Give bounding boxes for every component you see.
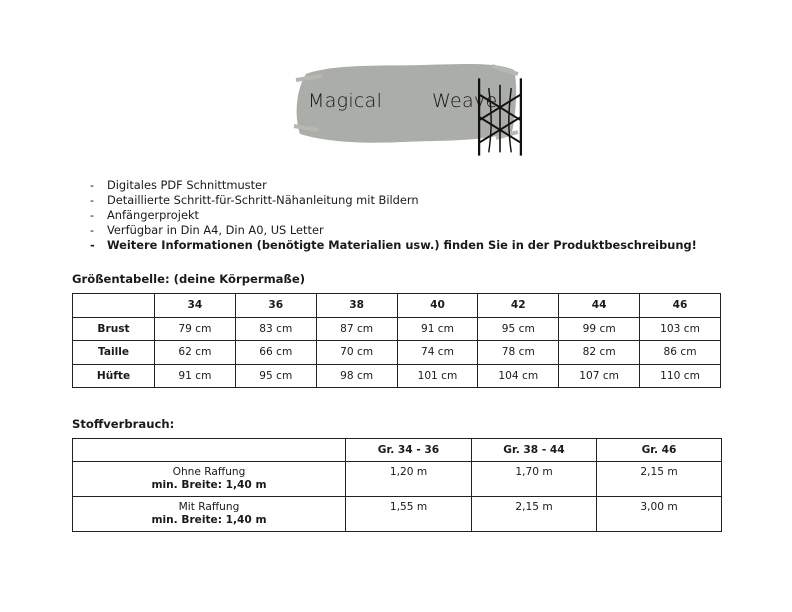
row-sublabel: min. Breite: 1,40 m — [151, 479, 267, 491]
table-header-cell: 46 — [640, 294, 721, 318]
feature-item: - Verfügbar in Din A4, Din A0, US Letter — [90, 223, 697, 238]
table-cell: 2,15 m — [472, 497, 597, 532]
table-cell: 82 cm — [559, 341, 640, 365]
table-cell: 95 cm — [478, 317, 559, 341]
table-cell: 91 cm — [397, 317, 478, 341]
table-cell: 95 cm — [235, 364, 316, 388]
table-header-cell — [73, 439, 346, 462]
woven-mark-icon — [386, 72, 614, 162]
table-cell: 101 cm — [397, 364, 478, 388]
table-row — [73, 364, 721, 388]
table-cell: 79 cm — [155, 317, 236, 341]
table-cell: 66 cm — [235, 341, 316, 365]
table-cell: 2,15 m — [597, 462, 722, 497]
row-label: Taille — [73, 341, 155, 365]
table-header-row — [73, 439, 722, 462]
table-cell: 98 cm — [316, 364, 397, 388]
row-label-cell — [73, 462, 346, 497]
table-cell: 86 cm — [640, 341, 721, 365]
table-cell: 87 cm — [316, 317, 397, 341]
feature-list — [90, 178, 697, 253]
table-cell: 103 cm — [640, 317, 721, 341]
table-cell: 110 cm — [640, 364, 721, 388]
table-header-cell: Gr. 34 - 36 — [346, 439, 472, 462]
size-table-title: Größentabelle: (deine Körpermaße) — [72, 272, 306, 286]
table-header-cell: 34 — [155, 294, 236, 318]
feature-item: - Detaillierte Schritt-für-Schritt-Nähanleitung mit Bildern — [90, 193, 697, 208]
table-cell: 62 cm — [155, 341, 236, 365]
table-header-cell: 38 — [316, 294, 397, 318]
brand-logo — [292, 56, 520, 146]
table-header-row — [73, 294, 721, 318]
table-cell: 70 cm — [316, 341, 397, 365]
table-header-cell: 36 — [235, 294, 316, 318]
table-header-cell: 42 — [478, 294, 559, 318]
row-label: Ohne Raffung — [172, 466, 246, 478]
table-header-cell: 44 — [559, 294, 640, 318]
row-label-cell — [73, 497, 346, 532]
table-cell: 83 cm — [235, 317, 316, 341]
table-header-cell: 40 — [397, 294, 478, 318]
table-cell: 104 cm — [478, 364, 559, 388]
fabric-table — [72, 438, 722, 532]
table-cell: 99 cm — [559, 317, 640, 341]
row-label: Mit Raffung — [178, 501, 240, 513]
table-cell: 3,00 m — [597, 497, 722, 532]
row-label: Brust — [73, 317, 155, 341]
table-cell: 78 cm — [478, 341, 559, 365]
table-row — [73, 341, 721, 365]
table-cell: 91 cm — [155, 364, 236, 388]
feature-item-highlight: - Weitere Informationen (benötigte Materialien usw.) finden Sie in der Produktbeschreibung! — [90, 238, 697, 253]
table-cell: 107 cm — [559, 364, 640, 388]
table-row — [73, 497, 722, 532]
feature-item: - Digitales PDF Schnittmuster — [90, 178, 697, 193]
table-cell: 1,20 m — [346, 462, 472, 497]
logo-word-left: Magical — [308, 90, 383, 112]
row-sublabel: min. Breite: 1,40 m — [151, 514, 267, 526]
fabric-table-title: Stoffverbrauch: — [72, 417, 175, 431]
table-header-cell: Gr. 38 - 44 — [472, 439, 597, 462]
table-row — [73, 317, 721, 341]
table-row — [73, 462, 722, 497]
table-header-cell: Gr. 46 — [597, 439, 722, 462]
logo-word-right: Weave — [432, 90, 498, 112]
table-cell: 1,55 m — [346, 497, 472, 532]
table-cell: 74 cm — [397, 341, 478, 365]
size-table — [72, 293, 721, 388]
table-cell: 1,70 m — [472, 462, 597, 497]
table-header-cell — [73, 294, 155, 318]
row-label: Hüfte — [73, 364, 155, 388]
feature-item: - Anfängerprojekt — [90, 208, 697, 223]
